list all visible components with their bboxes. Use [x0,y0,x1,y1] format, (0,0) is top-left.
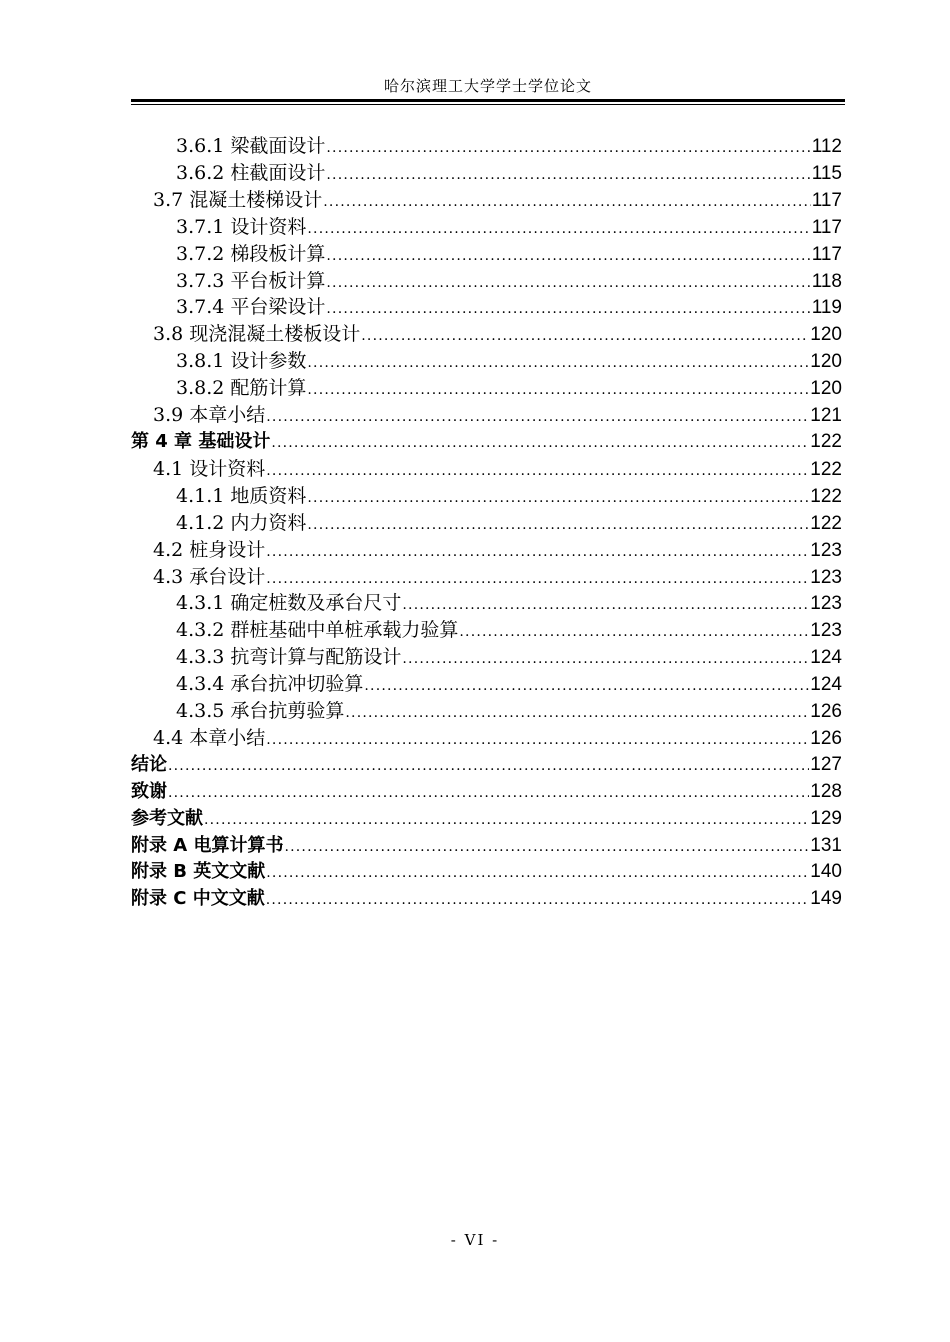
toc-entry-title: 4.3.1 确定桩数及承台尺寸 [176,592,402,615]
toc-entry-page-number: 115 [811,162,842,184]
toc-entry-title: 4.1 设计资料 [153,457,266,480]
toc-dot-leader [271,430,809,457]
toc-entry-title: 4.2 桩身设计 [153,538,266,561]
toc-entry-page-number: 124 [810,674,842,696]
toc-entry-title: 结论 [131,753,167,775]
header-rule-thick [131,99,845,102]
toc-entry[interactable] [131,617,842,644]
toc-entry[interactable] [131,294,842,321]
toc-entry-title: 3.8.2 配筋计算 [176,377,307,400]
toc-entry[interactable] [131,187,842,214]
toc-entry[interactable] [131,160,842,187]
toc-dot-leader [284,834,809,861]
toc-entry[interactable] [131,456,842,483]
toc-dot-leader [402,592,809,619]
toc-entry[interactable] [131,564,842,591]
toc-dot-leader [266,860,809,887]
toc-entry-title: 4.4 本章小结 [153,726,266,749]
toc-entry[interactable] [131,241,842,268]
toc-entry[interactable] [131,644,842,671]
toc-entry[interactable] [131,537,842,564]
toc-entry-title: 附录 B 英文文献 [131,861,266,883]
toc-entry[interactable] [131,859,842,886]
toc-entry[interactable] [131,402,842,429]
toc-entry-title: 致谢 [131,780,167,802]
toc-dot-leader [266,539,809,566]
toc-entry-page-number: 122 [810,458,842,480]
toc-entry[interactable] [131,671,842,698]
toc-entry-page-number: 123 [810,539,842,561]
toc-entry-page-number: 123 [810,620,842,642]
toc-entry[interactable] [131,698,842,725]
toc-entry-title: 3.6.1 梁截面设计 [176,135,326,157]
page-number: - VI - [450,1231,500,1249]
toc-entry[interactable] [131,321,842,348]
toc-entry[interactable] [131,806,842,833]
toc-entry-title: 3.9 本章小结 [153,404,266,427]
toc-entry-title: 4.3 承台设计 [153,565,266,588]
toc-entry[interactable] [131,886,842,913]
toc-entry-page-number: 131 [810,834,842,856]
toc-entry-title: 4.1.2 内力资料 [176,511,307,534]
toc-entry-title: 3.7.4 平台梁设计 [176,296,326,319]
toc-dot-leader [323,189,810,216]
toc-entry-page-number: 126 [810,727,842,749]
toc-entry-title: 4.3.2 群桩基础中单桩承载力验算 [176,619,459,642]
toc-entry[interactable] [131,590,842,617]
toc-dot-leader [459,619,809,646]
toc-entry-page-number: 122 [810,485,842,507]
toc-dot-leader [307,377,809,404]
toc-entry-title: 4.3.4 承台抗冲切验算 [176,673,364,696]
toc-entry-page-number: 118 [811,270,842,292]
toc-entry[interactable] [131,725,842,752]
toc-dot-leader [307,350,809,377]
toc-dot-leader [326,135,810,162]
toc-dot-leader [266,727,809,754]
toc-entry-page-number: 120 [810,324,842,346]
toc-entry-page-number: 140 [810,861,842,883]
toc-entry-page-number: 122 [810,512,842,534]
toc-dot-leader [326,162,810,189]
toc-dot-leader [307,512,809,539]
toc-entry-title: 第 4 章 基础设计 [131,430,271,452]
toc-dot-leader [307,216,810,243]
toc-entry-page-number: 126 [810,701,842,723]
toc-dot-leader [168,753,809,780]
toc-entry[interactable] [131,752,842,779]
toc-entry-title: 4.1.1 地质资料 [176,484,307,507]
toc-entry-page-number: 117 [811,189,842,211]
toc-entry-page-number: 119 [811,297,842,319]
toc-entry-page-number: 124 [810,647,842,669]
toc-entry-title: 3.8 现浇混凝土楼板设计 [153,323,361,346]
toc-entry[interactable] [131,510,842,537]
toc-entry-page-number: 123 [810,593,842,615]
toc-entry-page-number: 112 [811,136,842,157]
toc-entry[interactable] [131,375,842,402]
toc-entry-page-number: 123 [810,566,842,588]
toc-entry[interactable] [131,833,842,860]
toc-entry-title: 3.6.2 柱截面设计 [176,161,326,184]
toc-dot-leader [361,323,809,350]
toc-dot-leader [326,270,810,297]
toc-entry-page-number: 117 [811,243,842,265]
toc-dot-leader [204,807,809,834]
toc-entry-title: 3.7.1 设计资料 [176,215,307,238]
toc-dot-leader [266,887,810,914]
toc-dot-leader [307,485,809,512]
toc-entry-title: 附录 A 电算计算书 [131,834,284,856]
toc-entry[interactable] [131,268,842,295]
toc-entry[interactable] [131,483,842,510]
toc-entry-page-number: 120 [810,351,842,373]
toc-entry[interactable] [131,429,842,456]
table-of-contents [131,133,842,913]
toc-dot-leader [326,243,810,270]
toc-entry-page-number: 122 [810,430,842,452]
header-rule-thin [131,104,845,105]
toc-entry[interactable] [131,348,842,375]
toc-entry-page-number: 129 [810,807,842,829]
toc-entry-title: 3.7.3 平台板计算 [176,269,326,292]
toc-entry-title: 3.7.2 梯段板计算 [176,242,326,265]
toc-entry-title: 参考文献 [131,807,203,829]
toc-entry-page-number: 121 [810,405,842,427]
toc-entry-page-number: 117 [811,216,842,238]
toc-dot-leader [266,404,809,431]
toc-entry[interactable] [131,133,842,160]
toc-dot-leader [266,458,809,485]
toc-dot-leader [326,296,810,323]
toc-dot-leader [402,646,809,673]
toc-dot-leader [345,700,809,727]
toc-entry-title: 4.3.5 承台抗剪验算 [176,700,345,723]
toc-dot-leader [168,780,809,807]
toc-entry[interactable] [131,779,842,806]
toc-entry-title: 3.8.1 设计参数 [176,350,307,373]
toc-entry-page-number: 149 [810,888,842,910]
toc-entry[interactable] [131,214,842,241]
toc-entry-page-number: 120 [810,378,842,400]
toc-entry-title: 3.7 混凝土楼梯设计 [153,188,323,211]
toc-entry-title: 附录 C 中文文献 [131,888,265,910]
toc-entry-title: 4.3.3 抗弯计算与配筋设计 [176,646,402,669]
running-header: 哈尔滨理工大学学士学位论文 [383,77,592,95]
toc-dot-leader [266,566,809,593]
toc-dot-leader [364,673,809,700]
toc-entry-page-number: 127 [810,753,842,775]
toc-entry-page-number: 128 [810,780,842,802]
